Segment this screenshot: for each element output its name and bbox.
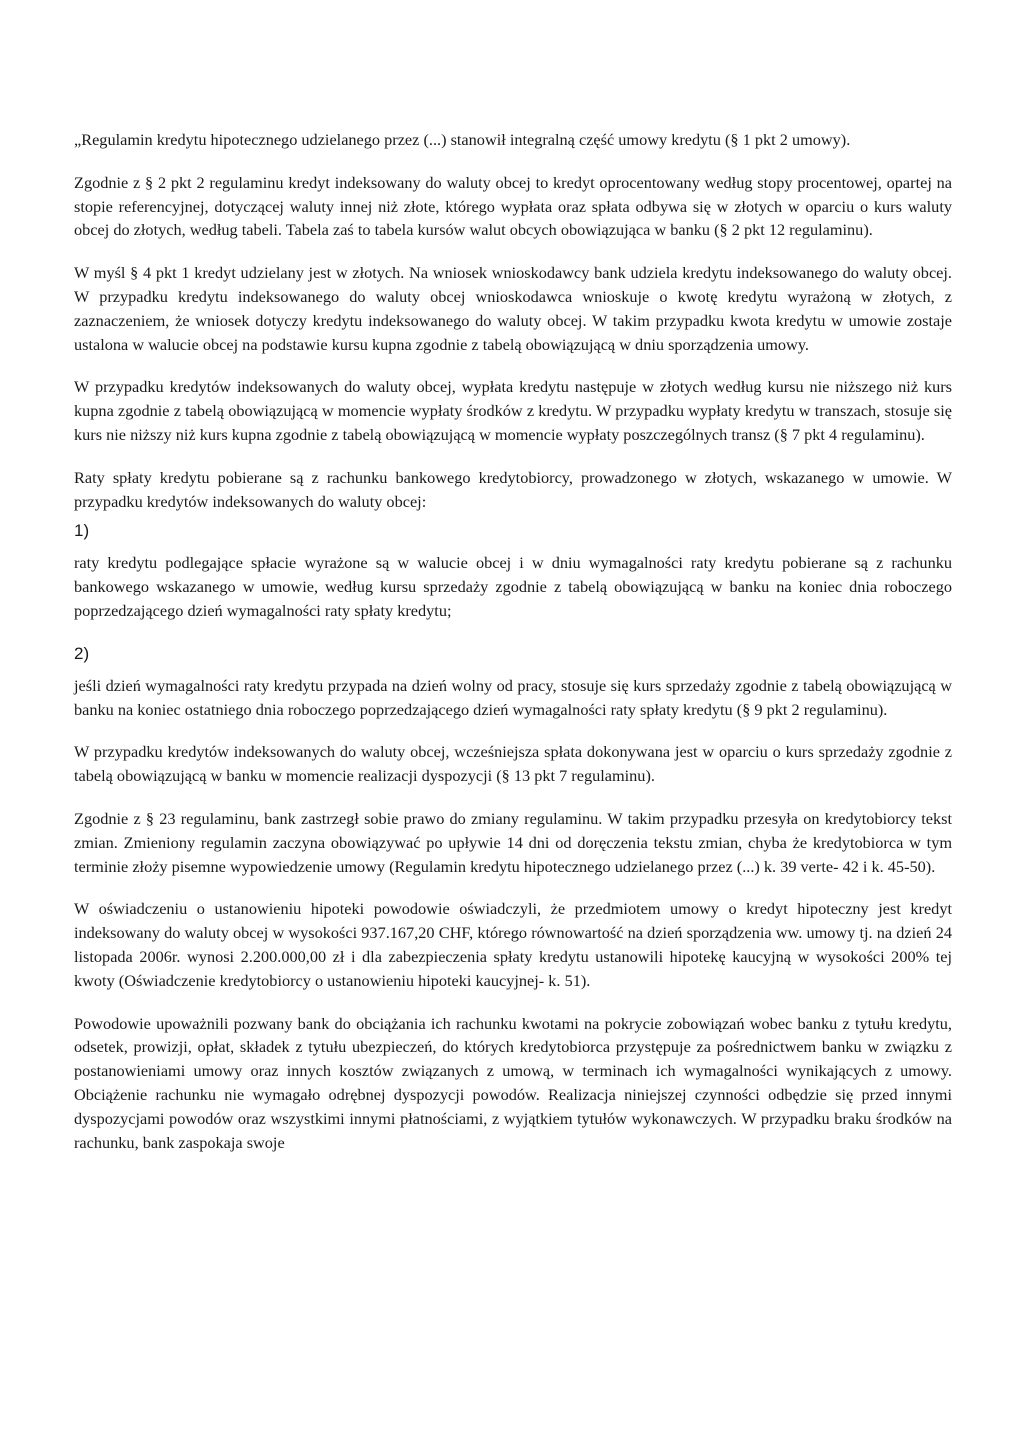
paragraph-account-authorization: Powodowie upoważnili pozwany bank do obciążania ich rachunku kwotami na pokrycie zobowiązań wobec banku z tytułu kredytu, odsetek, prowizji, opłat, składek z tytułu ubezpieczeń, do których kredytobiorca przystępuje za pośrednictwem banku w związku z postanowieniami umowy oraz innych kosztów związanych z umową, w terminach ich wymagalności wynikających z umowy. Obciążenie rachunku nie wymagało odrębnej dyspozycji powodów. Realizacja niniejszej czynności odbędzie się przed innymi dyspozycjami powodów oraz wszystkimi innymi płatnościami, z wyjątkiem tytułów wykonawczych. W przypadku braku środków na rachunku, bank zaspokaja swoje (74, 1013, 952, 1152)
list-item-1 (74, 519, 952, 622)
document-page (74, 128, 952, 1173)
paragraph-early-repayment: W przypadku kredytów indeksowanych do waluty obcej, wcześniejsza spłata dokonywana jest w oparciu o kurs sprzedaży zgodnie z tabelą obowiązującą w banku w momencie realizacji dyspozycji (§ 13 pkt 7 regulaminu). (74, 742, 952, 786)
list-item-2 (74, 642, 952, 722)
list-number: 2) (74, 643, 90, 663)
paragraph-section-4: W myśl § 4 pkt 1 kredyt udzielany jest w złotych. Na wniosek wnioskodawcy bank udziela kredytu indeksowanego do waluty obcej. W przypadku kredytu indeksowanego do waluty obcej wnioskodawca wnioskuje o kwotę kredytu wyrażoną w złotych, z zaznaczeniem, że wniosek dotyczy kredytu indeksowanego do waluty obcej. W takim przypadku kwota kredytu w umowie zostaje ustalona w walucie obcej na podstawie kursu kupna zgodnie z tabelą obowiązującą w dniu sporządzenia umowy. (74, 263, 952, 354)
paragraph-mortgage-statement: W oświadczeniu o ustanowieniu hipoteki powodowie oświadczyli, że przedmiotem umowy o kredyt hipoteczny jest kredyt indeksowany do waluty obcej w wysokości 937.167,20 CHF, którego równowartość na dzień sporządzenia ww. umowy tj. na dzień 24 listopada 2006r. wynosi 2.200.000,00 zł i dla zabezpieczenia spłaty kredytu ustanowili hipotekę kaucyjną w wysokości 200% tej kwoty (Oświadczenie kredytobiorcy o ustanowieniu hipoteki kaucyjnej- k. 51). (74, 899, 952, 990)
paragraph-regulation-changes: Zgodnie z § 23 regulaminu, bank zastrzegł sobie prawo do zmiany regulaminu. W takim przypadku przesyła on kredytobiorcy tekst zmian. Zmieniony regulamin zaczyna obowiązywać po upływie 14 dni od doręczenia tekstu zmian, chyba że kredytobiorca w tym terminie złoży pisemne wypowiedzenie umowy (Regulamin kredytu hipotecznego udzielanego przez (...) k. 39 verte- 42 i k. 45-50). (74, 808, 952, 876)
list-number: 1) (74, 521, 90, 541)
list-text: jeśli dzień wymagalności raty kredytu przypada na dzień wolny od pracy, stosuje się kurs sprzedaży zgodnie z tabelą obowiązującą w banku na koniec ostatniego dnia roboczego poprzedzającego dzień wymagalności raty spłaty kredytu (§ 9 pkt 2 regulaminu). (74, 675, 952, 719)
paragraph-repayment: Raty spłaty kredytu pobierane są z rachunku bankowego kredytobiorcy, prowadzonego w złotych, wskazanego w umowie. W przypadku kredytów indeksowanych do waluty obcej: (74, 467, 952, 511)
list-text: raty kredytu podlegające spłacie wyrażone są w walucie obcej i w dniu wymagalności raty kredytu pobierane są z rachunku bankowego wskazanego w umowie, według kursu sprzedaży zgodnie z tabelą obowiązującą w banku na koniec dnia roboczego poprzedzającego dzień wymagalności raty spłaty kredytu; (74, 553, 952, 620)
paragraph-disbursement: W przypadku kredytów indeksowanych do waluty obcej, wypłata kredytu następuje w złotych według kursu nie niższego niż kurs kupna zgodnie z tabelą obowiązującą w momencie wypłaty środków z kredytu. W przypadku wypłaty kredytu w transzach, stosuje się kurs nie niższy niż kurs kupna zgodnie z tabelą obowiązującą w momencie wypłaty poszczególnych transz (§ 7 pkt 4 regulaminu). (74, 377, 952, 444)
paragraph-intro: „Regulamin kredytu hipotecznego udzielanego przez (...) stanowił integralną część umowy kredytu (§ 1 pkt 2 umowy). (74, 130, 851, 149)
paragraph-definitions: Zgodnie z § 2 pkt 2 regulaminu kredyt indeksowany do waluty obcej to kredyt oprocentowany według stopy procentowej, opartej na stopie referencyjnej, dotyczącej waluty innej niż złote, którego wypłata oraz spłata odbywa się w złotych w oparciu o kurs waluty obcej do złotych, według tabeli. Tabela zaś to tabela kursów walut obcych obowiązująca w banku (§ 2 pkt 12 regulaminu). (74, 172, 952, 240)
